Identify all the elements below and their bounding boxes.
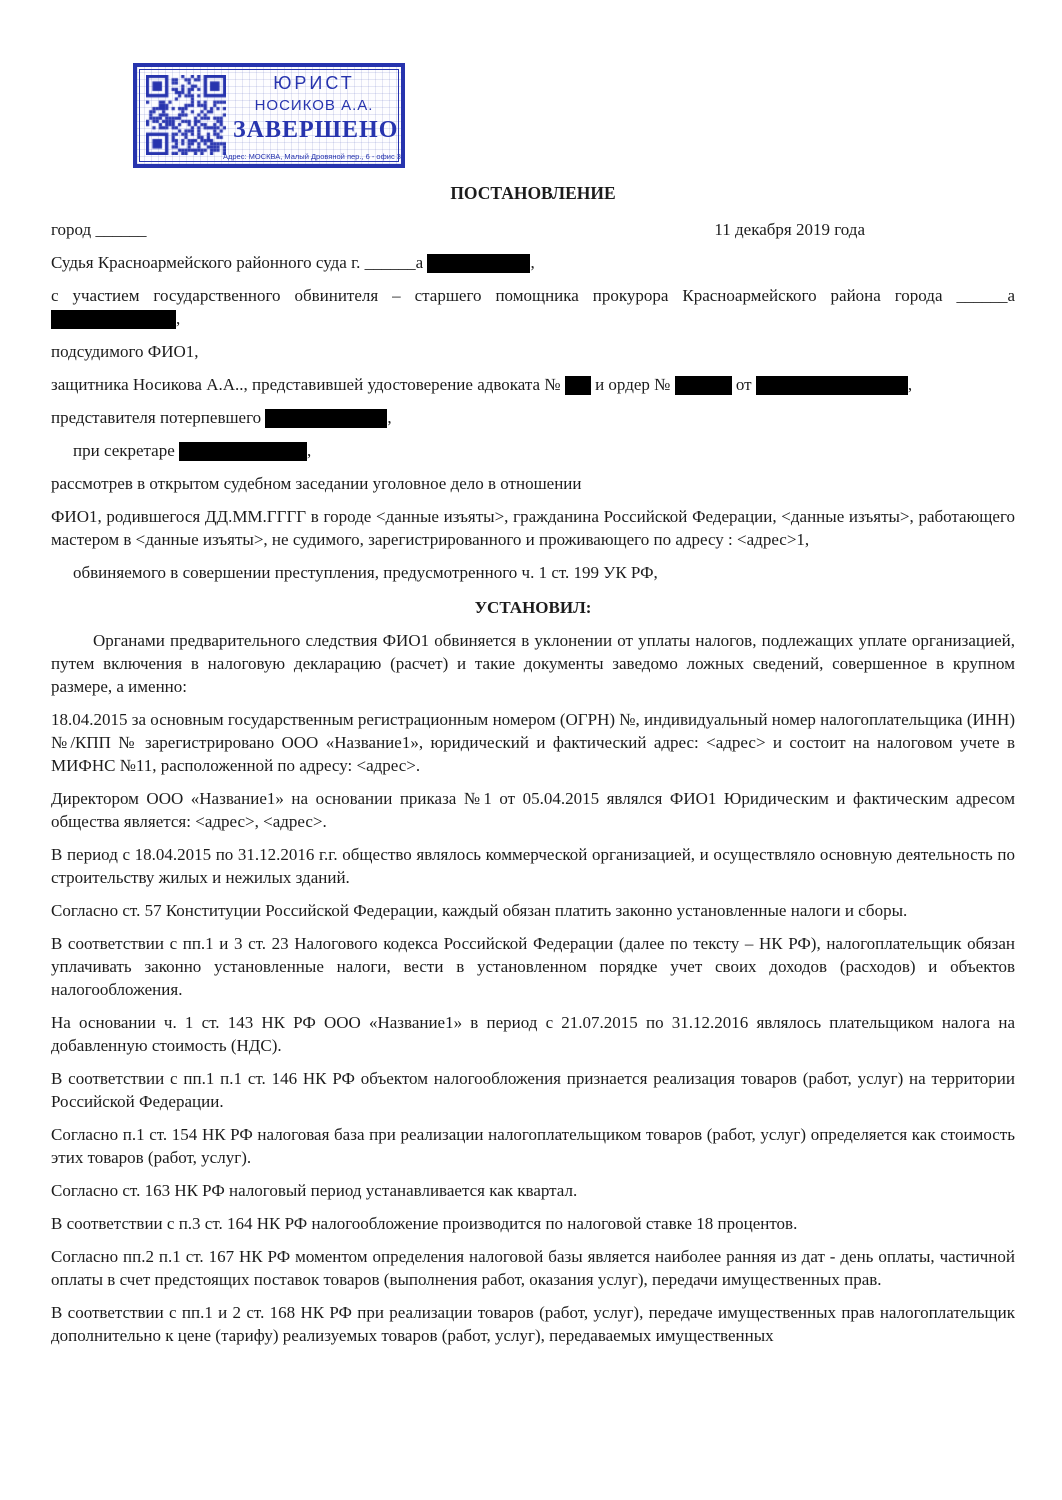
document [51, 182, 1015, 1347]
defendant-line: подсудимого ФИО1, [51, 342, 199, 361]
stamp-title: ЮРИСТ [273, 73, 355, 93]
judge-line: Судья Красноармейского районного суда г. ______а , [51, 253, 535, 272]
victim-representative-line: представителя потерпевшего , [51, 408, 392, 427]
stamp-text [233, 73, 399, 145]
stamp-address: Адрес: МОСКВА, Малый Дровяной пер., 6 - офис 3 [223, 152, 401, 161]
lawyer-stamp [133, 63, 405, 168]
body-paragraph: В соответствии с пп.1 п.1 ст. 146 НК РФ объектом налогообложения признается реализация товаров (работ, услуг) на территории Российской Федерации. [51, 1069, 1015, 1111]
body-paragraph: В период с 18.04.2015 по 31.12.2016 г.г. общество являлось коммерческой организацией, и осуществляло основную деятельность по строительству жилых и нежилых зданий. [51, 845, 1015, 887]
redacted-text [756, 376, 908, 395]
body-paragraph: На основании ч. 1 ст. 143 НК РФ ООО «Название1» в период с 21.07.2015 по 31.12.2016 являлось плательщиком налога на добавленную стоимость (НДС). [51, 1013, 1015, 1055]
prosecutor-line: с участием государственного обвинителя – старшего помощника прокурора Красноармейского района города ______а , [51, 286, 1015, 328]
meta-row [51, 218, 1015, 241]
city-placeholder: город ______ [51, 220, 147, 239]
redacted-text [427, 254, 530, 273]
body-paragraph: Органами предварительного следствия ФИО1 обвиняется в уклонении от уплаты налогов, подлежащих уплате организацией, путем включения в налоговую декларацию (расчет) и такие документы заведомо ложных сведений, совершенное в крупном размере, а именно: [51, 631, 1015, 696]
redacted-text [265, 409, 387, 428]
document-date: 11 декабря 2019 года [714, 220, 865, 239]
body-paragraph: Согласно ст. 163 НК РФ налоговый период устанавливается как квартал. [51, 1181, 578, 1200]
body-paragraph: Согласно ст. 57 Конституции Российской Федерации, каждый обязан платить законно установленные налоги и сборы. [51, 901, 908, 920]
section-heading: УСТАНОВИЛ: [474, 598, 592, 617]
stamp-lawyer-name: НОСИКОВ А.А. [254, 96, 374, 114]
case-line: рассмотрев в открытом судебном заседании уголовное дело в отношении [51, 474, 582, 493]
document-title: ПОСТАНОВЛЕНИЕ [450, 183, 616, 203]
charge-line: обвиняемого в совершении преступления, предусмотренного ч. 1 ст. 199 УК РФ, [73, 563, 658, 582]
body-paragraph: В соответствии с п.3 ст. 164 НК РФ налогообложение производится по налоговой ставке 18 процентов. [51, 1214, 798, 1233]
body-paragraph: Согласно п.1 ст. 154 НК РФ налоговая база при реализации налогоплательщиком товаров (работ, услуг) определяется как стоимость этих товаров (работ, услуг). [51, 1125, 1015, 1167]
redacted-text [675, 376, 732, 395]
stamp-status: ЗАВЕРШЕНО [233, 116, 399, 143]
body-paragraph: Директором ООО «Название1» на основании приказа №1 от 05.04.2015 являлся ФИО1 Юридическим и фактическим адресом общества является: <адрес>, <адрес>. [51, 789, 1015, 831]
body-paragraph: В соответствии с пп.1 и 2 ст. 168 НК РФ при реализации товаров (работ, услуг), передаче имущественных прав налогоплательщик дополнительно к цене (тарифу) реализуемых товаров (работ, услуг), передаваемых имущественных [51, 1303, 1015, 1345]
body-paragraph: Согласно пп.2 п.1 ст. 167 НК РФ моментом определения налоговой базы является наиболее ранняя из дат - день оплаты, частичной оплаты в счет предстоящих поставок товаров (выполнения работ, оказания услуг), передачи имущественных прав. [51, 1247, 1015, 1289]
redacted-text [179, 442, 307, 461]
accused-details: ФИО1, родившегося ДД.ММ.ГГГГ в городе <данные изъяты>, гражданина Российской Федерации, <данные изъяты>, работающего мастером в <данные изъяты>, не судимого, зарегистрированного и проживающего по адресу : <адрес>1, [51, 507, 1015, 549]
doc-body [51, 251, 1015, 1347]
qr-code-icon [146, 75, 226, 155]
secretary-line: при секретаре , [73, 441, 312, 460]
body-paragraph: В соответствии с пп.1 и 3 ст. 23 Налогового кодекса Российской Федерации (далее по тексту – НК РФ), налогоплательщик обязан уплачивать законно установленные налоги, вести в установленном порядке учет своих доходов (расходов) и объектов налогообложения. [51, 934, 1015, 999]
body-paragraph: 18.04.2015 за основным государственным регистрационным номером (ОГРН) №, индивидуальный номер налогоплательщика (ИНН) №/КПП № зарегистрировано ООО «Название1», юридический и фактический адрес: <адрес> и состоит на налоговом учете в МИФНС №11, расположенной по адресу: <адрес>. [51, 710, 1015, 775]
defender-line: защитника Носикова А.А.., представившей удостоверение адвоката № и ордер № от , [51, 375, 913, 394]
redacted-text [565, 376, 591, 395]
redacted-text [51, 310, 176, 329]
